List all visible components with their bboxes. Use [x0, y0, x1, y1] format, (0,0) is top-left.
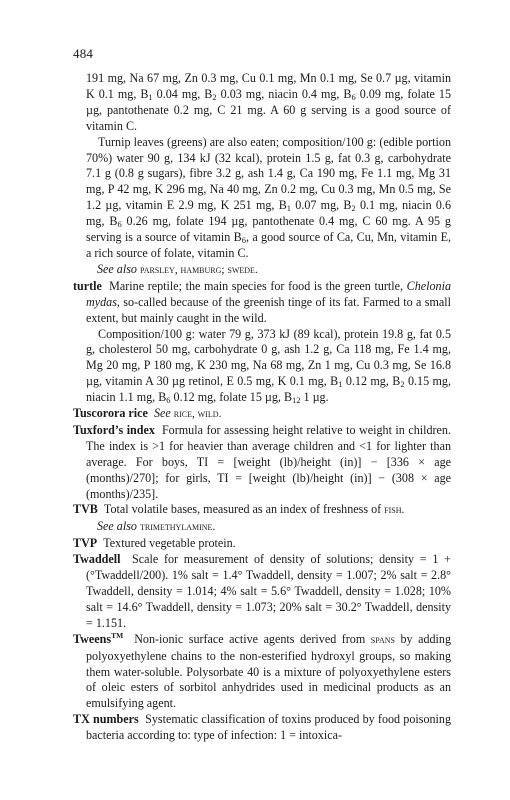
trademark-mark: TM: [111, 630, 124, 640]
cross-reference[interactable]: rice, wild.: [173, 408, 222, 421]
entry-tvp: TVP Textured vegetable protein.: [73, 536, 236, 551]
entry-tx-numbers: TX numbers Systematic classification of toxins produced by food poisoning bacteria according to: type of infection: 1 = intoxica-: [73, 712, 451, 743]
entry-tweens: Tweens™ Non-ionic surface active agents derived from spans by adding polyoxyethylene chains to the non-esterified hydroxyl groups, so making them water-soluble. Polysorbate 40 is a mixture of polyoxyethylene esters of oleic esters of sorbitol anhydrides used in medicinal products as an emulsifying agent.: [73, 630, 451, 711]
cross-reference[interactable]: spans: [370, 633, 395, 646]
headword: TVB: [73, 502, 98, 517]
cross-reference[interactable]: fish.: [384, 504, 405, 517]
headword: Tweens: [73, 631, 112, 646]
page-number: 484: [73, 46, 94, 61]
headword: Twaddell: [73, 552, 121, 567]
turnip-greens-paragraph: Turnip leaves (greens) are also eaten; composition/100 g: (edible portion 70%) water 90 g, 134 kJ (32 kcal), protein 1.5 g, fat 0.3 g, carbohydrate 7.1 g (0.8 g sugars), fibre 3.2 g, ash 1.4 g, Ca 190 mg, Fe 1.1 mg, Mg 31 mg, P 42 mg, K 296 mg, Na 40 mg, Zn 0.2 mg, Cu 0.3 mg, Mn 0.5 mg, Se 1.2 µg, vitamin E 2.9 mg, K 251 mg, $B_1$ 0.07 mg, $B_2$ 0.1 mg, niacin 0.6 mg, $B_6$ 0.26 mg, folate 194 µg, pantothenate 0.4 mg, C 60 mg. A 95 g serving is a source of vitamin $B_6$, a good source of Ca, Cu, Mn, vitamin E, a rich source of folate, vitamin C.: [86, 134, 451, 260]
entry-turtle: turtle Marine reptile; the main species for food is the green turtle, Chelonia mydas, so-called because of the greenish tinge of its fat. Farmed to a small extent, but mainly caught in the wild.: [73, 278, 451, 325]
turnip-see-also: See also parsley, hamburg; swede.: [97, 261, 258, 276]
turnip-continuation: 191 mg, Na 67 mg, Zn 0.3 mg, Cu 0.1 mg, Mn 0.1 mg, Se 0.7 µg, vitamin K 0.1 mg, $B_1$ 0.04 mg, $B_2$ 0.03 mg, niacin 0.4 mg, $B_6$ 0.09 mg, folate 15 µg, pantothenate 0.2 mg, C 21 mg. A 60 g serving is a good source of vitamin C.: [86, 71, 452, 133]
entry-tvb: TVB Total volatile bases, measured as an index of freshness of fish.: [73, 502, 405, 517]
headword: Tuscorora rice: [73, 406, 148, 421]
headword: TX numbers: [73, 712, 139, 727]
cross-reference[interactable]: parsley, hamburg; swede.: [140, 263, 258, 276]
headword: Tuxford’s index: [73, 422, 155, 437]
headword: TVP: [73, 536, 98, 551]
headword: turtle: [73, 278, 102, 293]
turtle-composition: Composition/100 g: water 79 g, 373 kJ (89 kcal), protein 19.8 g, fat 0.5 g, cholesterol 50 mg, carbohydrate 0 g, ash 1.2 g, Ca 118 mg, Fe 1.4 mg, Mg 20 mg, P 180 mg, K 230 mg, Na 68 mg, Zn 1 mg, Cu 0.3 mg, Se 16.8 µg, vitamin A 30 µg retinol, E 0.5 mg, K 0.1 mg, $B_1$ 0.12 mg, $B_2$ 0.15 mg, niacin 1.1 mg, $B_6$ 0.12 mg, folate 15 µg, $B_{12}$ 1 µg.: [86, 326, 451, 406]
entry-tuxfords-index: Tuxford’s index Formula for assessing height relative to weight in children. The index is >1 for heavier than average children and <1 for lighter than average. For boys, TI = [weight (lb)/height (in)] − [336 × age (months)/270]; for girls, TI = [weight (lb)/height (in)] − (308 × age (months)/235].: [73, 422, 451, 501]
entry-twaddell: Twaddell Scale for measurement of density of solutions; density = 1 + (°Twaddell/200). 1% salt = 1.4° Twaddell, density = 1.007; 2% salt = 2.8° Twaddell, density = 1.014; 4% salt = 5.6° Twaddell, density = 1.028; 10% salt = 14.6° Twaddell, density = 1.073; 20% salt = 30.2° Twaddell, density = 1.151.: [73, 552, 451, 630]
page-content: [73, 71, 451, 744]
tvb-see-also: See also trimethylamine.: [97, 519, 216, 534]
entry-tuscorora-rice: Tuscorora rice See rice, wild.: [73, 406, 222, 421]
cross-reference[interactable]: trimethylamine.: [140, 521, 216, 534]
